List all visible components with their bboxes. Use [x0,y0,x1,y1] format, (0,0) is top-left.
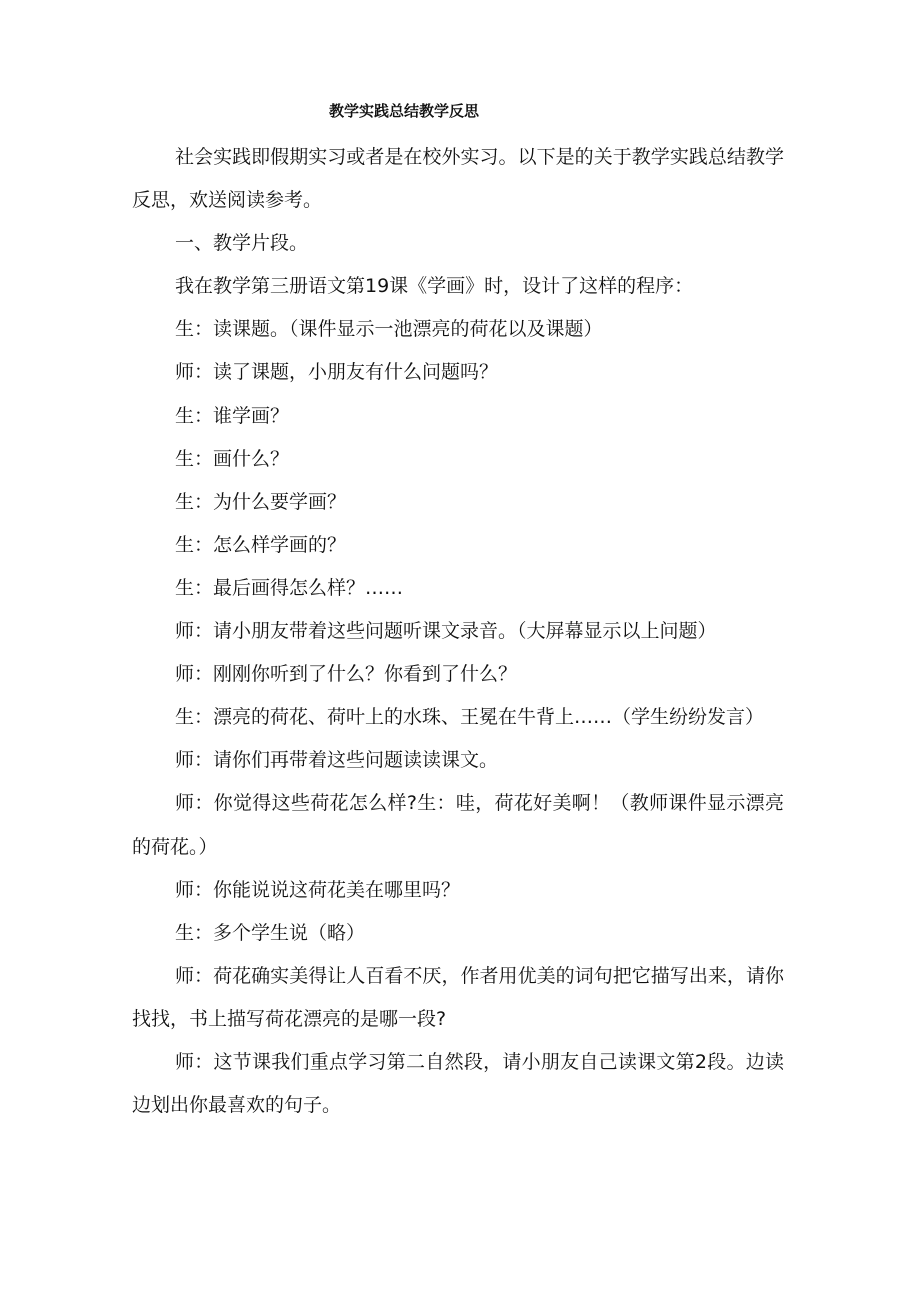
dialogue-line: 师：刚刚你听到了什么？你看到了什么？ [175,663,518,686]
document-body [132,136,784,1127]
dialogue-line: 生：读课题。（课件显示一池漂亮的荷花以及课题） [175,318,603,341]
dialogue-line: 师：你觉得这些荷花怎么样?生：哇，荷花好美啊！（教师课件显示漂亮的荷花。） [132,792,784,858]
dialogue-line: 师：荷花确实美得让人百看不厌，作者用优美的词句把它描写出来，请你找找，书上描写荷花漂亮的是哪一段? [132,964,784,1030]
document-title: 教学实践总结教学反思 [328,102,479,120]
dialogue-line: 生：画什么？ [175,447,290,470]
dialogue-line: 师：这节课我们重点学习第二自然段，请小朋友自己读课文第2段。边读边划出你最喜欢的句子。 [132,1050,784,1117]
dialogue-line: 生：漂亮的荷花、荷叶上的水珠、王冕在牛背上……（学生纷纷发言） [175,706,765,729]
dialogue-line: 生：多个学生说（略） [175,921,366,944]
dialogue-line: 生：谁学画？ [175,404,290,427]
dialogue-line: 师：请你们再带着这些问题读读课文。 [175,749,499,772]
dialogue-line: 生：怎么样学画的？ [175,533,347,556]
dialogue-line: 生：为什么要学画？ [175,490,347,513]
dialogue-line: 师：请小朋友带着这些问题听课文录音。（大屏幕显示以上问题） [175,620,717,643]
dialogue-line: 师：你能说说这荷花美在哪里吗？ [175,878,461,901]
paragraph: 我在教学第三册语文第19课《学画》时，设计了这样的程序： [175,275,694,298]
paragraph-intro: 社会实践即假期实习或者是在校外实习。以下是的关于教学实践总结教学反思，欢送阅读参考。 [132,146,784,212]
section-heading: 一、教学片段。 [175,232,309,255]
dialogue-line: 师：读了课题，小朋友有什么问题吗？ [175,361,499,384]
dialogue-line: 生：最后画得怎么样？…… [175,576,404,599]
